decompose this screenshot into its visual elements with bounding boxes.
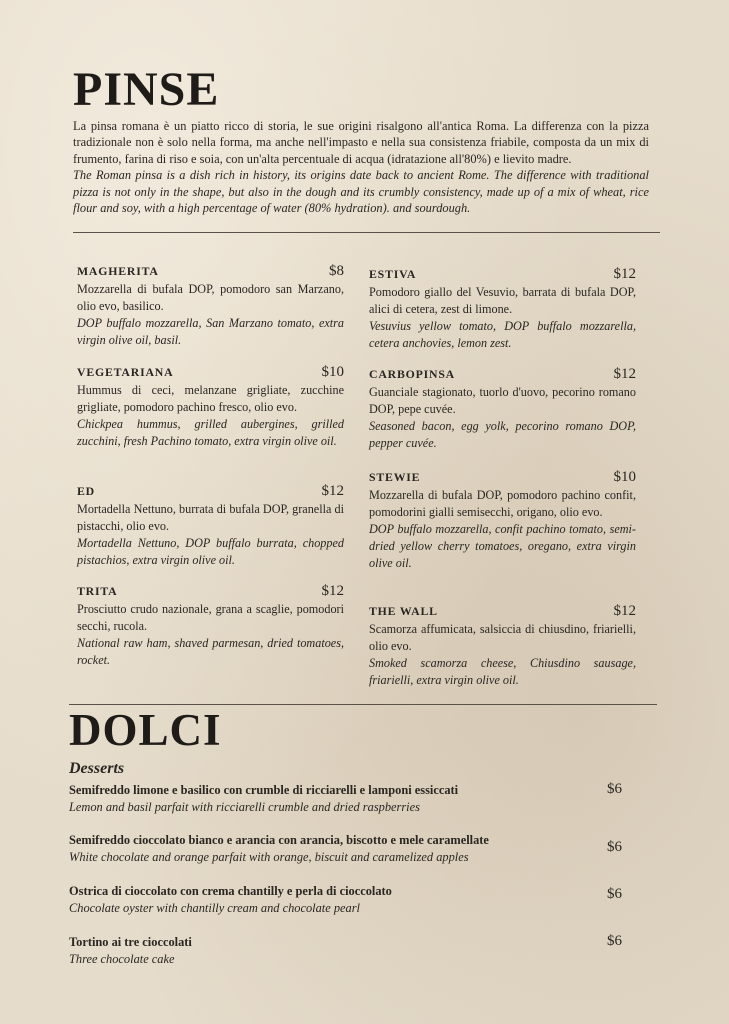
dessert-name: Ostrica di cioccolato con crema chantilly e perla di cioccolato (69, 884, 392, 898)
dessert-price: $6 (607, 839, 622, 855)
item-price: $12 (613, 366, 636, 382)
dessert-translation: Three chocolate cake (69, 952, 175, 966)
item-name: ESTIVA (369, 267, 417, 281)
item-description: Mozzarella di bufala DOP, pomodoro pachino confit, pomodorini gialli semisecchi, origano, olio evo. (369, 488, 636, 519)
item-description: Mozzarella di bufala DOP, pomodoro san Marzano, olio evo, basilico. (77, 282, 344, 313)
item-name: STEWIE (369, 470, 421, 484)
item-name: ED (77, 484, 95, 498)
item-description: Scamorza affumicata, salsiccia di chiusdino, friarielli, olio evo. (369, 622, 636, 653)
menu-item (369, 366, 636, 452)
item-price: $12 (321, 583, 344, 599)
item-translation: Seasoned bacon, egg yolk, pecorino romano DOP, pepper cuvée. (369, 419, 636, 450)
menu-item (369, 603, 636, 689)
dessert-translation: White chocolate and orange parfait with orange, biscuit and caramelized apples (69, 850, 469, 864)
dessert-item (69, 934, 625, 967)
dessert-translation: Lemon and basil parfait with ricciarelli crumble and dried raspberries (69, 800, 420, 814)
item-price: $12 (613, 266, 636, 282)
item-name: TRITA (77, 584, 118, 598)
item-translation: DOP buffalo mozzarella, confit pachino tomato, semi-dried yellow cherry tomatoes, oregano, extra virgin olive oil. (369, 522, 636, 570)
desserts-subtitle: Desserts (69, 760, 125, 777)
item-price: $8 (329, 263, 344, 279)
item-translation: Vesuvius yellow tomato, DOP buffalo mozzarella, cetera anchovies, lemon zest. (369, 319, 636, 350)
dessert-name: Tortino ai tre cioccolati (69, 935, 192, 949)
dessert-item (69, 883, 625, 916)
item-description: Hummus di ceci, melanzane grigliate, zucchine grigliate, pomodoro pachino fresco, olio evo. (77, 383, 344, 414)
item-description: Prosciutto crudo nazionale, grana a scaglie, pomodori secchi, rucola. (77, 602, 344, 633)
dessert-name: Semifreddo limone e basilico con crumble di ricciarelli e lamponi essiccati (69, 783, 459, 797)
item-price: $12 (321, 483, 344, 499)
pinse-intro (73, 118, 649, 216)
menu-item (77, 583, 344, 669)
divider (73, 232, 660, 233)
dessert-price: $6 (607, 886, 622, 902)
item-translation: National raw ham, shaved parmesan, dried tomatoes, rocket. (77, 636, 344, 667)
item-description: Mortadella Nettuno, burrata di bufala DOP, granella di pistacchi, olio evo. (77, 502, 344, 533)
item-translation: Smoked scamorza cheese, Chiusdino sausage, friarielli, extra virgin olive oil. (369, 656, 636, 687)
intro-italian: La pinsa romana è un piatto ricco di storia, le sue origini risalgono all'antica Roma. La differenza con la pizza tradizionale non è solo nella forma, ma anche nell'impasto e nella sua consistenza friabile, composta da un mix di frumento, farina di riso e soia, con un'alta percentuale di acqua (idratazione all'80%) e lievito madre. (73, 119, 649, 166)
menu-item (77, 483, 344, 569)
menu-item (369, 469, 636, 572)
item-translation: DOP buffalo mozzarella, San Marzano tomato, extra virgin olive oil, basil. (77, 316, 344, 347)
item-description: Pomodoro giallo del Vesuvio, barrata di bufala DOP, alici di cetera, zest di limone. (369, 285, 636, 316)
item-description: Guanciale stagionato, tuorlo d'uovo, pecorino romano DOP, pepe cuvée. (369, 385, 636, 416)
dessert-item (69, 782, 625, 815)
dessert-price: $6 (607, 933, 622, 949)
item-price: $10 (321, 364, 344, 380)
item-translation: Mortadella Nettuno, DOP buffalo burrata, chopped pistachios, extra virgin olive oil. (77, 536, 344, 567)
menu-item (77, 364, 344, 450)
intro-english: The Roman pinsa is a dish rich in history, its origins date back to ancient Rome. The difference with traditional pizza is not only in the shape, but also in the dough and its crumbly consistency, made up of a mix of wheat, rice flour and soy, with a high percentage of water (80% hydration). and sourdough. (73, 168, 649, 216)
dessert-name: Semifreddo cioccolato bianco e arancia con arancia, biscotto e mele caramellate (69, 833, 489, 847)
item-name: CARBOPINSA (369, 367, 455, 381)
menu-item (369, 266, 636, 352)
item-name: MAGHERITA (77, 264, 159, 278)
item-price: $12 (613, 603, 636, 619)
item-name: THE WALL (369, 604, 438, 618)
item-name: VEGETARIANA (77, 365, 174, 379)
dessert-item (69, 832, 625, 865)
menu-item (77, 263, 344, 349)
pinse-title: PINSE (73, 63, 220, 116)
item-price: $10 (613, 469, 636, 485)
dolci-title: DOLCI (69, 705, 222, 755)
dessert-price: $6 (607, 781, 622, 797)
item-translation: Chickpea hummus, grilled aubergines, grilled zucchini, fresh Pachino tomato, extra virgin olive oil. (77, 417, 344, 448)
dessert-translation: Chocolate oyster with chantilly cream and chocolate pearl (69, 901, 361, 915)
